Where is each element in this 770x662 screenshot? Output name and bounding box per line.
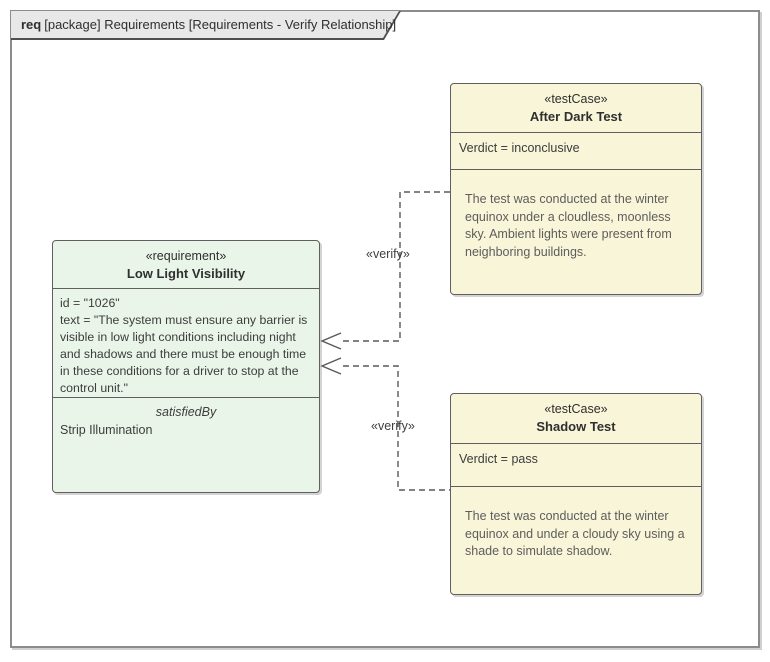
diagram-title-text: [package] Requirements [Requirements - Verify Relationship] <box>44 17 397 32</box>
testcase-verdict: Verdict = inconclusive <box>451 133 701 170</box>
requirement-stereotype: «requirement» <box>145 249 227 263</box>
verify-stereotype-label[interactable]: «verify» <box>366 247 410 261</box>
testcase-node-after-dark-test[interactable] <box>450 83 702 295</box>
testcase-header <box>451 394 701 444</box>
diagram-kind-keyword: req <box>21 17 42 32</box>
testcase-name: Shadow Test <box>536 419 616 434</box>
testcase-verdict: Verdict = pass <box>451 444 701 487</box>
requirement-satisfiedby-compartment <box>53 398 319 492</box>
testcase-stereotype: «testCase» <box>544 402 608 416</box>
verify-stereotype-label[interactable]: «verify» <box>371 419 415 433</box>
testcase-header <box>451 84 701 133</box>
testcase-node-shadow-test[interactable] <box>450 393 702 595</box>
requirement-text-attribute: text = "The system must ensure any barrier is visible in low light conditions including night and shadows and there must be enough time in these conditions for a driver to stop at the control unit." <box>60 313 308 395</box>
testcase-note: The test was conducted at the winter equinox under a cloudless, moonless sky. Ambient lights were present from neighboring buildings. <box>465 192 672 259</box>
satisfiedby-label: satisfiedBy <box>155 405 217 419</box>
requirement-id-attribute: id = "1026" <box>60 296 120 310</box>
testcase-stereotype: «testCase» <box>544 92 608 106</box>
open-arrowhead-icon <box>322 333 341 349</box>
testcase-name: After Dark Test <box>529 109 623 124</box>
requirement-node-low-light-visibility[interactable] <box>52 240 320 493</box>
requirement-header <box>53 241 319 289</box>
satisfiedby-value: Strip Illumination <box>60 423 153 437</box>
testcase-note: The test was conducted at the winter equinox and under a cloudy sky using a shade to simulate shadow. <box>465 509 685 558</box>
verify-connector-after-dark[interactable] <box>322 192 450 349</box>
open-arrowhead-icon <box>322 358 341 374</box>
requirement-name: Low Light Visibility <box>126 266 246 281</box>
requirement-attributes-compartment <box>53 289 319 398</box>
